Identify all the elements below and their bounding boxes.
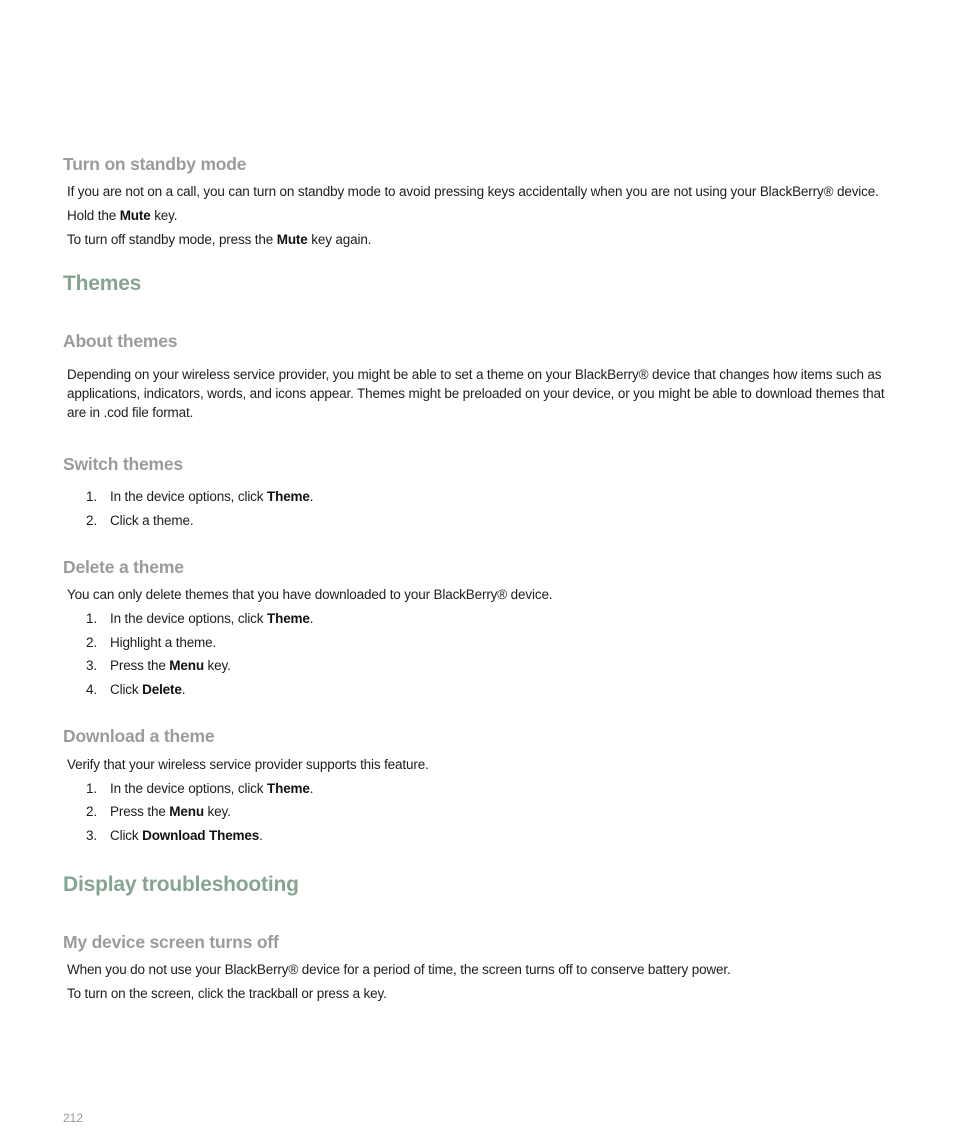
text: . xyxy=(309,781,314,796)
text: In the device options, click xyxy=(110,489,267,504)
delete-step-1 xyxy=(86,609,313,628)
text: key. xyxy=(203,658,231,673)
step-number: 2. xyxy=(86,513,97,528)
menu-key-label: Menu xyxy=(169,804,204,819)
text: Press the xyxy=(110,658,170,673)
mute-key-label: Mute xyxy=(119,208,151,223)
menu-key-label: Menu xyxy=(169,658,204,673)
text: Click xyxy=(110,828,143,843)
about-themes-body: Depending on your wireless service provider, you might be able to set a theme on your BlackBerry® device that changes how items such as applications, indicators, words, and icons appear. Themes might be preloaded on your device, or you might be able to download themes that are in .cod file format. xyxy=(67,367,885,420)
heading-delete-a-theme: Delete a theme xyxy=(63,557,184,577)
theme-option-label: Theme xyxy=(267,611,310,626)
delete-step-4 xyxy=(86,680,185,699)
step-number: 1. xyxy=(86,781,97,796)
screen-off-line-1: When you do not use your BlackBerry® device for a period of time, the screen turns off to conserve battery power. xyxy=(67,962,731,977)
delete-step-3 xyxy=(86,656,231,675)
download-step-2 xyxy=(86,802,231,821)
delete-step-2 xyxy=(86,633,216,652)
text: To turn off standby mode, press the xyxy=(67,232,277,247)
text: key. xyxy=(203,804,231,819)
download-step-3 xyxy=(86,826,263,845)
text: key. xyxy=(150,208,178,223)
delete-option-label: Delete xyxy=(142,682,182,697)
heading-turn-on-standby-mode: Turn on standby mode xyxy=(63,154,247,174)
standby-off-instruction xyxy=(67,230,371,249)
step-number: 1. xyxy=(86,611,97,626)
text: . xyxy=(309,611,314,626)
standby-intro: If you are not on a call, you can turn on standby mode to avoid pressing keys accidentally when you are not using your BlackBerry® device. xyxy=(67,184,879,199)
step-number: 2. xyxy=(86,635,97,650)
screen-off-line-2: To turn on the screen, click the trackball or press a key. xyxy=(67,986,387,1001)
heading-display-troubleshooting: Display troubleshooting xyxy=(63,873,299,896)
text: Click a theme. xyxy=(110,513,194,528)
download-themes-option-label: Download Themes xyxy=(142,828,260,843)
text: . xyxy=(309,489,314,504)
heading-download-a-theme: Download a theme xyxy=(63,726,215,746)
text: Click xyxy=(110,682,143,697)
download-step-1 xyxy=(86,779,313,798)
step-number: 2. xyxy=(86,804,97,819)
delete-intro: You can only delete themes that you have downloaded to your BlackBerry® device. xyxy=(67,587,553,602)
page-number: 212 xyxy=(63,1111,84,1125)
text: key again. xyxy=(307,232,372,247)
text: Highlight a theme. xyxy=(110,635,217,650)
switch-step-1 xyxy=(86,487,313,506)
switch-step-2 xyxy=(86,511,193,530)
step-number: 1. xyxy=(86,489,97,504)
mute-key-label: Mute xyxy=(276,232,308,247)
standby-hold-instruction xyxy=(67,206,177,225)
text: In the device options, click xyxy=(110,781,267,796)
step-number: 4. xyxy=(86,682,97,697)
text: . xyxy=(181,682,186,697)
heading-switch-themes: Switch themes xyxy=(63,454,183,474)
theme-option-label: Theme xyxy=(267,489,310,504)
download-intro: Verify that your wireless service provider supports this feature. xyxy=(67,757,429,772)
heading-about-themes: About themes xyxy=(63,331,178,351)
heading-themes: Themes xyxy=(63,272,142,295)
text: Press the xyxy=(110,804,170,819)
heading-my-device-screen-turns-off: My device screen turns off xyxy=(63,932,279,952)
text: Hold the xyxy=(67,208,120,223)
text: . xyxy=(259,828,263,843)
step-number: 3. xyxy=(86,828,97,843)
step-number: 3. xyxy=(86,658,97,673)
text: In the device options, click xyxy=(110,611,267,626)
theme-option-label: Theme xyxy=(267,781,310,796)
